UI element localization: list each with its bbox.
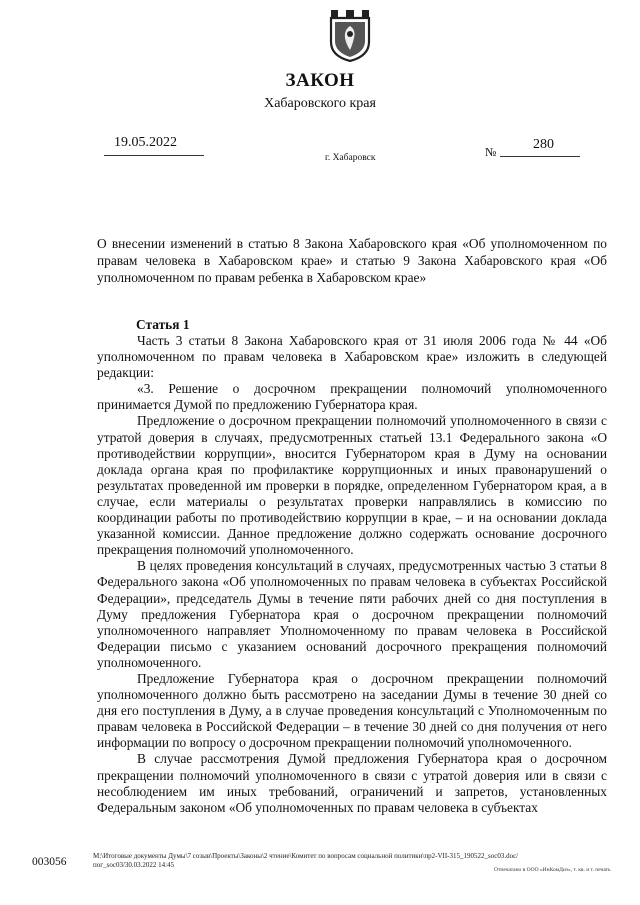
number-underline	[500, 156, 580, 157]
city-label: г. Хабаровск	[325, 153, 376, 163]
paragraph: В случае рассмотрения Думой предложения Губернатора края о досрочном прекращении полномочий уполномоченного в связи с утратой доверия или в связи с несоблюдением им иных требований, ограничений и запретов, установленных Федеральным законом «Об уполномоченных по правам человека в субъектах	[97, 751, 607, 815]
paragraph: «3. Решение о досрочном прекращении полномочий уполномоченного принимается Думой по предложению Губернатора края.	[97, 381, 607, 413]
article-title: Статья 1	[136, 317, 190, 332]
footer-file-path: М:\Итоговые документы Думы\7 созыв\Проекты\Законы\2 чтение\Комитет по вопросам социальной политики\пр2-VII-315_190522_soc03.doc/пог_soc03/30.03.2022 14:45	[93, 852, 519, 869]
paragraph: Предложение о досрочном прекращении полномочий уполномоченного в связи с утратой доверия в случаях, предусмотренных статьей 13.1 Федерального закона «О противодействии коррупции», вносится Губернатором края в Думу на основании доклада органа края по профилактике коррупционных и иных правонарушений о результатах проведенной им проверки в порядке, определенном Губернатором края, а в случае, если материалы о результатах проверки направлялись в комиссию по координации работы по противодействию коррупции в крае, – и на основании доклада указанной комиссии. Данное предложение должно содержать основание досрочного прекращения полномочий уполномоченного.	[97, 413, 607, 558]
document-subtitle: Хабаровского края	[264, 96, 376, 111]
law-number: 280	[533, 137, 554, 152]
paragraph: В целях проведения консультаций в случаях, предусмотренных частью 3 статьи 8 Федерального закона «Об уполномоченных по правам человека в субъектах Российской Федерации», председатель Думы в течение пяти рабочих дней со дня поступления в Думу предложения Губернатора края о досрочном прекращении полномочий уполномоченного направляет Уполномоченному по правам человека в Российской Федерации письмо с указанием оснований досрочного прекращения полномочий уполномоченного.	[97, 558, 607, 670]
adoption-date: 19.05.2022	[114, 135, 177, 150]
footer-code: 003056	[32, 856, 67, 868]
paragraph: Часть 3 статьи 8 Закона Хабаровского края от 31 июля 2006 года № 44 «Об уполномоченном по правам человека в Хабаровском крае» изложить в следующей редакции:	[97, 333, 607, 381]
document-title: ЗАКОН	[285, 70, 355, 91]
footer-print-note: Отпечатано в ООО «ИнКомДиз», т. кв. и т. печать	[494, 867, 611, 873]
law-heading: О внесении изменений в статью 8 Закона Хабаровского края «Об уполномоченном по правам человека в Хабаровском крае» и статью 9 Закона Хабаровского края «Об уполномоченном по правам ребенка в Хабаровском крае»	[97, 236, 607, 285]
date-underline	[104, 155, 204, 156]
coat-of-arms-icon	[328, 8, 372, 62]
number-label: №	[485, 145, 497, 159]
paragraph: Предложение Губернатора края о досрочном прекращении полномочий уполномоченного должно быть рассмотрено на заседании Думы в течение 30 дней со дня его поступления в Думу, а в случае проведения консультаций с Уполномоченным по правам человека в Российской Федерации – в течение 30 дней со дня получения от него информации по вопросу о досрочном прекращении полномочий уполномоченного.	[97, 670, 607, 751]
article-body	[97, 333, 607, 816]
